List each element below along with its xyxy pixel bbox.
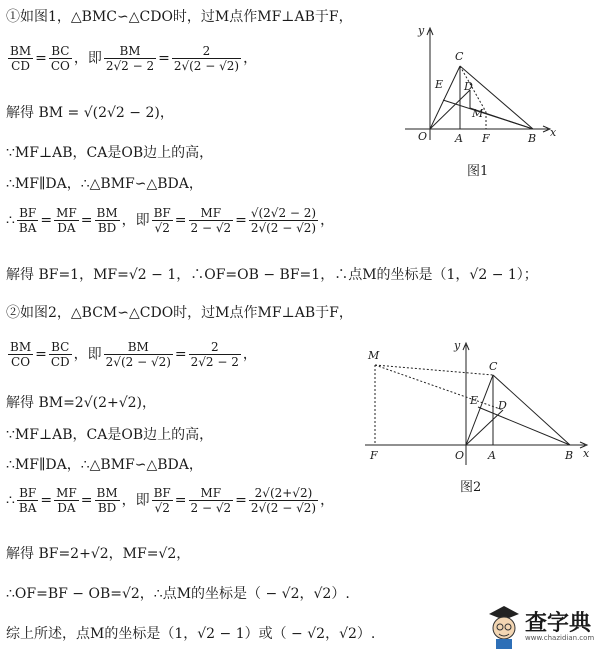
figure-2-caption: 图2 xyxy=(460,480,482,495)
logo-url: www.chazidian.com xyxy=(525,634,595,642)
case1-solve-bm: 解得 BM = √(2√2 − 2)， xyxy=(6,105,174,121)
segment-cb xyxy=(460,66,533,129)
case2-solve-bm: 解得 BM=2√(2+√2)， xyxy=(6,395,157,411)
logo-title: 查字典 xyxy=(525,611,592,636)
label-a: A xyxy=(488,449,496,462)
case2-intro: ②如图2，△BCM∽△CDO时，过M点作MF⊥AB于F， xyxy=(6,305,353,321)
label-b: B xyxy=(565,449,574,462)
label-o: O xyxy=(418,130,428,143)
case2-similar-ratio: ∴ $\frac{BF}{BA}$ = $\frac{MF}{DA}$ = $\frac{BM}{BD}$ ，即 $\frac{BF}{√2}$ = $\frac{MF}{2 - √2}$ = $\frac{2√(2+√2)}{2√(2 - √2)}$ ， xyxy=(6,486,335,515)
case1-because: ∵MF⊥AB，CA是OB边上的高， xyxy=(6,145,214,161)
dashed-md xyxy=(375,365,503,410)
label-d: D xyxy=(498,399,507,412)
label-a: A xyxy=(455,132,463,145)
case1-intro: ①如图1，△BMC∽△CDO时，过M点作MF⊥AB于F， xyxy=(6,9,353,25)
fraction: $\frac{MF}{DA}$ xyxy=(56,206,77,235)
label-m: M xyxy=(368,349,380,362)
fraction: $\frac{BF}{BA}$ xyxy=(18,486,37,515)
case2-because: ∵MF⊥AB，CA是OB边上的高， xyxy=(6,427,214,443)
label-m: M xyxy=(472,107,484,120)
fraction: $\frac{BM}{BD}$ xyxy=(96,486,118,515)
label-e: E xyxy=(435,78,444,91)
fraction: $\frac{BM}{BD}$ xyxy=(96,206,118,235)
fraction: $\frac{BF}{√2}$ xyxy=(153,206,171,235)
label-f: F xyxy=(482,132,490,145)
case1-similar-ratio: ∴ $\frac{BF}{BA}$ = $\frac{MF}{DA}$ = $\frac{BM}{BD}$ ，即 $\frac{BF}{√2}$ = $\frac{MF}{2 - √2}$ = $\frac{√(2√2 - 2)}{2√(2 - √2)}$ ， xyxy=(6,206,335,235)
case2-result-coord: ∴OF=BF − OB=√2，∴点M的坐标是（ − √2，√2）. xyxy=(6,586,350,602)
label-f: F xyxy=(370,449,378,462)
segment-od xyxy=(430,90,470,129)
dashed-mc xyxy=(375,365,493,375)
figure-1-caption: 图1 xyxy=(467,164,489,179)
label-x: x xyxy=(550,126,557,139)
case1-result: 解得 BF=1，MF=√2 − 1，∴OF=OB − BF=1，∴点M的坐标是（1，√2 − 1）； xyxy=(6,267,538,283)
case1-therefore: ∴MF∥DA，∴△BMF∽△BDA， xyxy=(6,176,203,192)
mascot-icon xyxy=(485,602,523,650)
segment-eb xyxy=(478,407,570,445)
fraction: $\frac{BM}{2√2 - 2}$ xyxy=(105,44,155,73)
label-e: E xyxy=(470,394,479,407)
fraction: $\frac{BM}{CD}$ xyxy=(10,44,32,73)
label-c: C xyxy=(455,50,464,63)
case2-therefore: ∴MF∥DA，∴△BMF∽△BDA， xyxy=(6,457,203,473)
segment-oc xyxy=(466,375,493,445)
segment-oc xyxy=(430,66,460,129)
label-o: O xyxy=(455,449,465,462)
summary: 综上所述，点M的坐标是（1，√2 − 1）或（ − √2，√2）. xyxy=(6,626,376,642)
fraction: $\frac{MF}{DA}$ xyxy=(56,486,77,515)
fraction: $\frac{BM}{CO}$ xyxy=(10,340,32,369)
fraction: $\frac{BF}{√2}$ xyxy=(153,486,171,515)
fraction: $\frac{BF}{BA}$ xyxy=(18,206,37,235)
figure-2 xyxy=(360,335,592,475)
fraction: $\frac{2√(2+√2)}{2√(2 - √2)}$ xyxy=(250,486,317,515)
label-x: x xyxy=(583,447,590,460)
fraction: $\frac{MF}{2 - √2}$ xyxy=(190,486,232,515)
chazidian-logo xyxy=(485,600,597,652)
fraction: $\frac{BC}{CD}$ xyxy=(50,340,70,369)
fraction: $\frac{BC}{CO}$ xyxy=(50,44,70,73)
fraction: $\frac{√(2√2 - 2)}{2√(2 - √2)}$ xyxy=(250,206,317,235)
fraction: $\frac{2}{2√(2 - √2)}$ xyxy=(173,44,240,73)
fraction: $\frac{2}{2√2 - 2}$ xyxy=(190,340,239,369)
fraction: $\frac{MF}{2 - √2}$ xyxy=(190,206,232,235)
label-y: y xyxy=(454,339,461,352)
figure-1 xyxy=(400,20,575,160)
label-b: B xyxy=(528,132,537,145)
case2-proportion: $\frac{BM}{CO}$ = $\frac{BC}{CD}$ ，即 $\frac{BM}{2√(2 - √2)}$ = $\frac{2}{2√2 - 2}$ ， xyxy=(10,340,257,369)
label-d: D xyxy=(464,80,473,93)
label-y: y xyxy=(418,24,425,37)
case2-result-bf: 解得 BF=2+√2，MF=√2， xyxy=(6,546,191,562)
case1-proportion: $\frac{BM}{CD}$ = $\frac{BC}{CO}$ ，即 $\frac{BM}{2√2 - 2}$ = $\frac{2}{2√(2 - √2)}$ ， xyxy=(10,44,258,73)
label-c: C xyxy=(489,360,498,373)
fraction: $\frac{BM}{2√(2 - √2)}$ xyxy=(105,340,171,369)
